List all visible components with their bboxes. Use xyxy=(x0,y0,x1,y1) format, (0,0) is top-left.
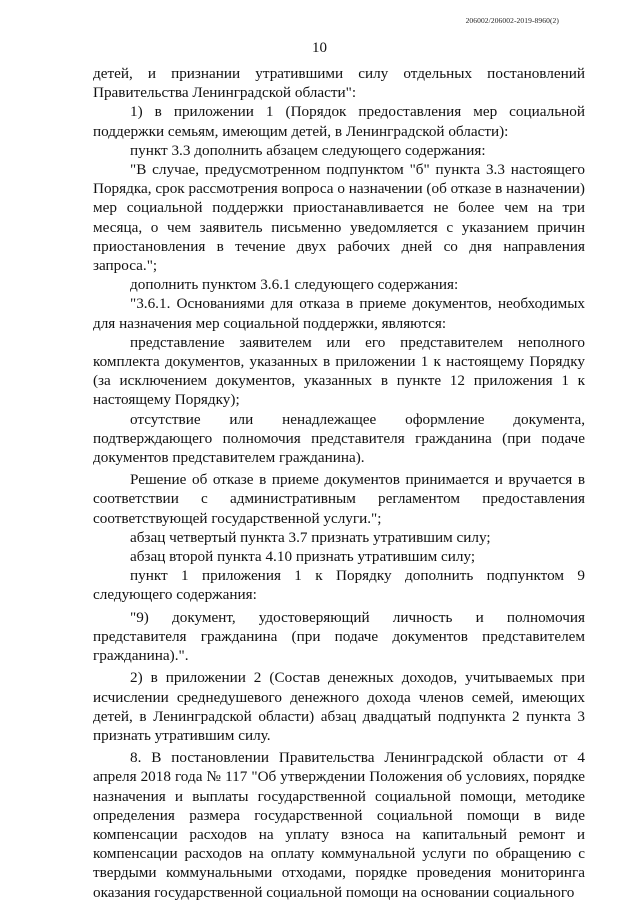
paragraph-6: "3.6.1. Основаниями для отказа в приеме документов, необходимых для назначения мер социальной поддержки, являются: xyxy=(93,295,585,332)
page-number: 10 xyxy=(312,40,327,56)
document-reference-number: 206002/206002-2019-8960(2) xyxy=(465,16,559,25)
document-body xyxy=(93,64,585,902)
paragraph-10: абзац четвертый пункта 3.7 признать утратившим силу; xyxy=(130,528,491,546)
paragraph-12: пункт 1 приложения 1 к Порядку дополнить подпунктом 9 следующего содержания: xyxy=(93,567,585,604)
paragraph-7: представление заявителем или его представителем неполного комплекта документов, указанных в приложении 1 к настоящему Порядку (за исключением документов, указанных в пункте 12 приложения 1 к настоящему Порядку); xyxy=(93,333,585,409)
paragraph-4: "В случае, предусмотренном подпунктом "б" пункта 3.3 настоящего Порядка, срок рассмотрения вопроса о назначении (об отказе в назначении) мер социальной поддержки приостанавливается не более чем на три месяца, о чем заявитель письменно уведомляется с указанием причин приостановления в течение двух рабочих дней со дня направления запроса."; xyxy=(93,161,585,275)
paragraph-5: дополнить пунктом 3.6.1 следующего содержания: xyxy=(130,276,459,294)
paragraph-1: детей, и признании утратившими силу отдельных постановлений Правительства Ленинградской области": xyxy=(93,65,585,102)
paragraph-15: 8. В постановлении Правительства Ленинградской области от 4 апреля 2018 года № 117 "Об утверждении Положения об условиях, порядке назначения и выплаты государственной социальной помощи, методике определения размера государственной социальной помощи в виде компенсации расходов на уплату взноса на капитальный ремонт и компенсации расходов на оплату коммунальной услуги по обращению с твердыми коммунальными отходами, порядке проведения мониторинга оказания государственной социальной помощи на основании социального xyxy=(93,749,585,901)
paragraph-13: "9) документ, удостоверяющий личность и полномочия представителя гражданина (при подаче документов представителем гражданина).". xyxy=(93,608,585,665)
paragraph-2: 1) в приложении 1 (Порядок предоставления мер социальной поддержки семьям, имеющим детей, в Ленинградской области): xyxy=(93,103,585,140)
paragraph-3: пункт 3.3 дополнить абзацем следующего содержания: xyxy=(130,141,486,159)
paragraph-9: Решение об отказе в приеме документов принимается и вручается в соответствии с административным регламентом предоставления соответствующей государственной услуги."; xyxy=(93,471,585,527)
paragraph-11: абзац второй пункта 4.10 признать утратившим силу; xyxy=(130,548,476,566)
paragraph-14: 2) в приложении 2 (Состав денежных доходов, учитываемых при исчислении среднедушевого денежного дохода членов семей, имеющих детей, в Ленинградской области) абзац двадцатый подпункта 2 пункта 3 признать утратившим силу. xyxy=(93,669,585,744)
paragraph-8: отсутствие или ненадлежащее оформление документа, подтверждающего полномочия представителя гражданина (при подаче документов представителем гражданина). xyxy=(93,410,585,467)
